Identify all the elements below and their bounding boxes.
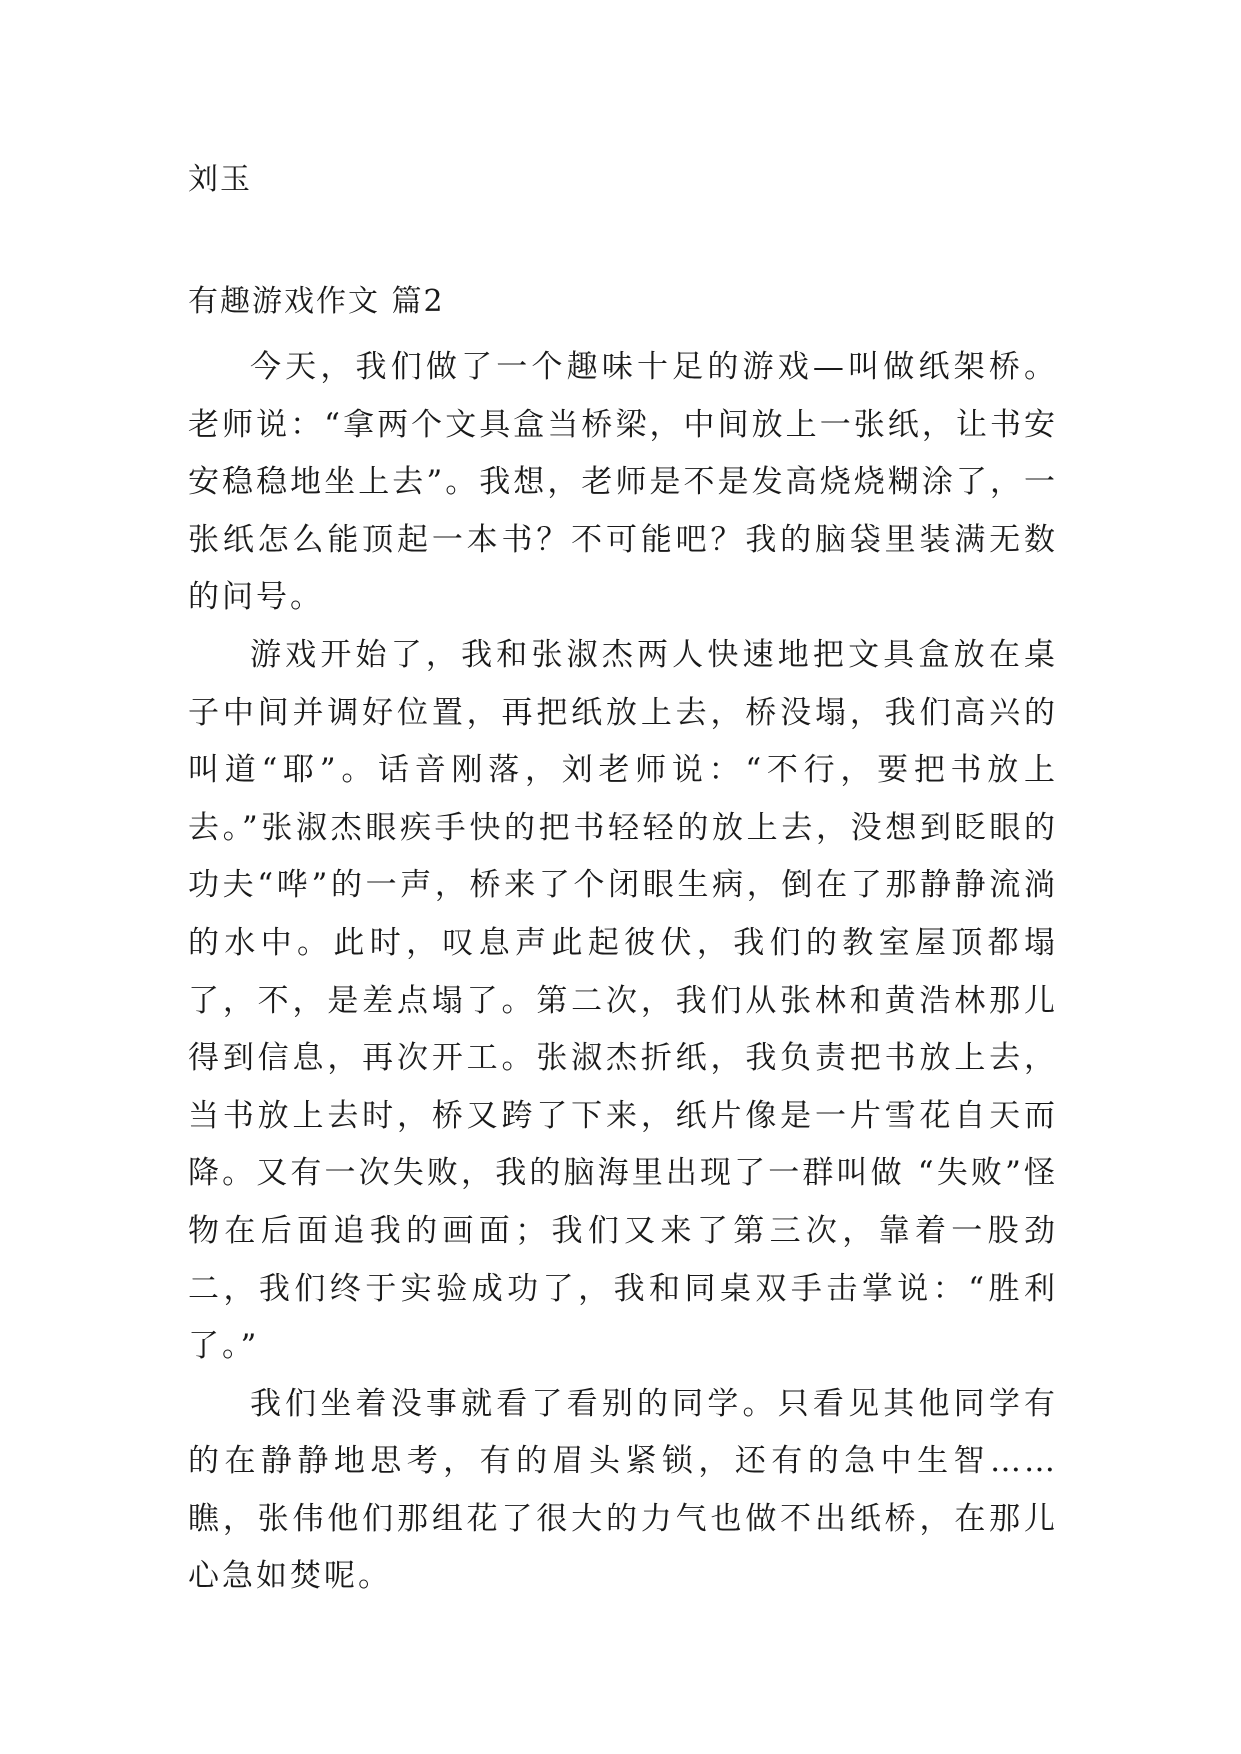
- essay-body: [188, 339, 1058, 1606]
- paragraph-1: 今天，我们做了一个趣味十足的游戏—叫做纸架桥。老师说：“拿两个文具盒当桥梁，中间放上一张纸，让书安安稳稳地坐上去”。我想，老师是不是发高烧烧糊涂了，一张纸怎么能顶起一本书？不可能吧？我的脑袋里装满无数的问号。: [188, 349, 1058, 616]
- section-title: 有趣游戏作文 篇2: [188, 284, 445, 319]
- paragraph-3: 我们坐着没事就看了看别的同学。只看见其他同学有的在静静地思考，有的眉头紧锁，还有的急中生智……瞧，张伟他们那组花了很大的力气也做不出纸桥，在那儿心急如焚呢。: [188, 1385, 1058, 1595]
- author-name: 刘玉: [188, 162, 252, 197]
- paragraph-2: 游戏开始了，我和张淑杰两人快速地把文具盒放在桌子中间并调好位置，再把纸放上去，桥没塌，我们高兴的叫道“耶”。话音刚落，刘老师说：“不行，要把书放上去。”张淑杰眼疾手快的把书轻轻的放上去，没想到眨眼的功夫“哗”的一声，桥来了个闭眼生病，倒在了那静静流淌的水中。此时，叹息声此起彼伏，我们的教室屋顶都塌了，不，是差点塌了。第二次，我们从张林和黄浩林那儿得到信息，再次开工。张淑杰折纸，我负责把书放上去，当书放上去时，桥又跨了下来，纸片像是一片雪花自天而降。又有一次失败，我的脑海里出现了一群叫做 “失败”怪物在后面追我的画面；我们又来了第三次，靠着一股劲二，我们终于实验成功了，我和同桌双手击掌说：“胜利了。”: [188, 636, 1058, 1365]
